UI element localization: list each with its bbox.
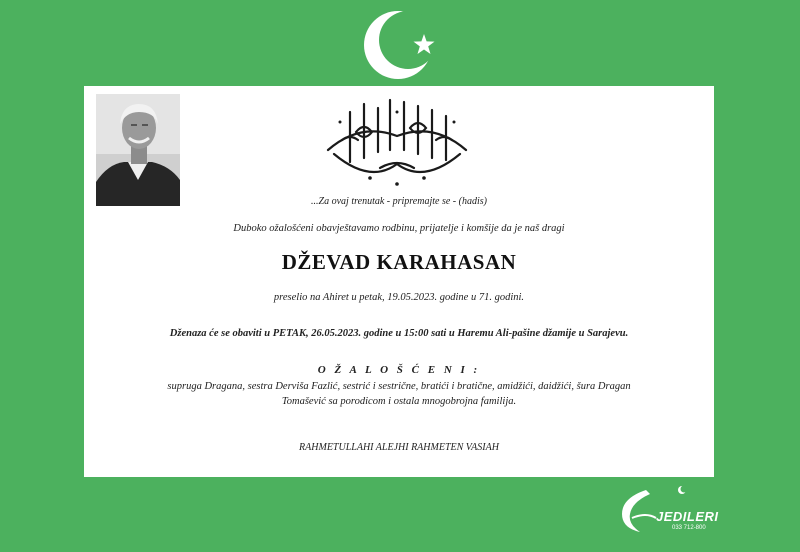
arabic-calligraphy bbox=[320, 92, 474, 192]
portrait-photo bbox=[96, 94, 180, 206]
crescent-star-icon bbox=[364, 8, 438, 82]
mourners-heading: O Ž A L O Š Ć E N I : bbox=[317, 364, 481, 376]
logo-phone: 033 712-800 bbox=[672, 525, 706, 531]
obituary-card bbox=[84, 86, 714, 477]
mourners-list: supruga Dragana, sestra Derviša Fazlić, sestrić i sestrične, bratići i bratične, amidžići, daidžići, šura Dragan Tomašević sa porodicom i ostala mnogobrojna familija. bbox=[167, 381, 631, 407]
funeral-details: Dženaza će se obaviti u PETAK, 26.05.2023. godine u 15:00 sati u Haremu Ali-pašine džamije u Sarajevu. bbox=[169, 328, 629, 339]
logo-name: JEDILERI bbox=[656, 509, 719, 524]
closing-prayer: RAHMETULLAHI ALEJHI RAHMETEN VASIAH bbox=[299, 442, 499, 453]
date-of-passing: preselio na Ahiret u petak, 19.05.2023. godine u 71. godini. bbox=[273, 292, 525, 303]
deceased-name: DŽEVAD KARAHASAN bbox=[281, 250, 517, 274]
announcement-intro: Duboko ožalošćeni obavještavamo rodbinu, prijatelje i komšije da je naš dragi bbox=[233, 223, 565, 234]
hadith-quote: ...Za ovaj trenutak - pripremajte se - (hadis) bbox=[311, 196, 487, 207]
